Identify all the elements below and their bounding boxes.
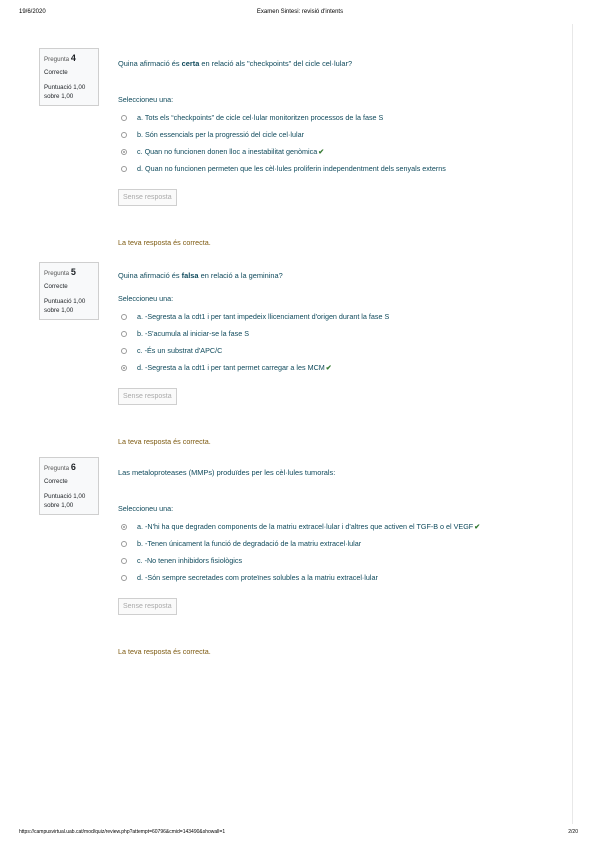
question-label: Pregunta — [44, 270, 70, 277]
answer-option[interactable] — [118, 160, 568, 177]
print-footer — [0, 829, 600, 839]
answer-option[interactable] — [118, 518, 568, 535]
radio-icon[interactable] — [121, 558, 127, 564]
answer-option[interactable] — [118, 569, 568, 586]
question-label: Pregunta — [44, 56, 70, 63]
answer-option[interactable] — [118, 552, 568, 569]
answer-label: c. -No tenen inhibidors fisiològics — [137, 556, 243, 565]
grade-line1: Puntuació 1,00 — [44, 493, 86, 500]
question-text-part: Quina afirmació és — [118, 59, 182, 68]
radio-icon[interactable] — [121, 314, 127, 320]
radio-icon[interactable] — [121, 115, 127, 121]
answer-label: b. -S'acumula al iniciar-se la fase S — [137, 329, 250, 338]
grade-line2: sobre 1,00 — [44, 502, 74, 509]
check-icon: ✔ — [325, 363, 332, 372]
question-content — [118, 48, 568, 247]
radio-selected-icon[interactable] — [121, 524, 127, 530]
grade-line2: sobre 1,00 — [44, 307, 74, 314]
question-number: 6 — [70, 462, 76, 472]
answer-label: a. -Segresta a la cdt1 i per tant impedeix llicenciament d'origen durant la fase S — [137, 312, 390, 321]
answer-label: b. -Tenen únicament la funció de degradació de la matriu extracel·lular — [137, 539, 362, 548]
answer-option[interactable] — [118, 126, 568, 143]
answer-list — [118, 308, 568, 376]
grade-line2: sobre 1,00 — [44, 93, 74, 100]
question-state: Correcte — [44, 478, 68, 485]
answer-label: c. -És un substrat d'APC/C — [137, 346, 223, 355]
question-content — [118, 457, 568, 656]
feedback-text: La teva resposta és correcta. — [118, 238, 211, 247]
question-text-part: Quina afirmació és — [118, 271, 182, 280]
question-text — [118, 270, 568, 281]
answer-option[interactable] — [118, 308, 568, 325]
answer-option[interactable] — [118, 342, 568, 359]
radio-icon[interactable] — [121, 541, 127, 547]
answer-option[interactable] — [118, 143, 568, 160]
print-title: Examen Sintesi: revisió d'intents — [256, 9, 344, 15]
grade-line1: Puntuació 1,00 — [44, 84, 86, 91]
check-icon: ✔ — [318, 147, 325, 156]
question-text-part: en relació als "checkpoints" del cicle cel·lular? — [199, 59, 353, 68]
answer-option[interactable] — [118, 109, 568, 126]
check-icon: ✔ — [474, 522, 481, 531]
feedback-text: La teva resposta és correcta. — [118, 647, 211, 656]
answer-prompt: Seleccioneu una: — [118, 294, 174, 303]
question-text-emphasis: certa — [181, 59, 200, 68]
answer-option[interactable] — [118, 535, 568, 552]
grade-line1: Puntuació 1,00 — [44, 298, 86, 305]
answer-label: d. Quan no funcionen permeten que les cèl·lules proliferin independentment dels senyals externs — [137, 164, 446, 173]
question-text — [118, 467, 568, 478]
radio-selected-icon[interactable] — [121, 149, 127, 155]
question-state: Correcte — [44, 69, 68, 76]
answer-label: d. -Són sempre secretades com proteïnes solubles a la matriu extracel·lular — [137, 573, 378, 582]
answer-prompt: Seleccioneu una: — [118, 95, 174, 104]
answer-label: d. -Segresta a la cdt1 i per tant permet carregar a les MCM — [137, 363, 325, 372]
answer-list — [118, 518, 568, 586]
print-date: 19/6/2020 — [19, 9, 46, 15]
page-number: 2/20 — [568, 829, 578, 835]
print-url: https://campusvirtual.uab.cat/mod/quiz/review.php?attempt=60796&cmid=143490&showall=1 — [19, 829, 226, 835]
question-text-emphasis: falsa — [181, 271, 199, 280]
question-label: Pregunta — [44, 465, 70, 472]
question-grade — [44, 492, 94, 510]
question-text — [118, 58, 568, 69]
answer-label: a. Tots els “checkpoints” de cicle cel·lular monitoritzen processos de la fase S — [137, 113, 384, 122]
page-right-border — [572, 24, 573, 824]
feedback-text: La teva resposta és correcta. — [118, 437, 211, 446]
answer-prompt: Seleccioneu una: — [118, 504, 174, 513]
answer-label: b. Són essencials per la progressió del cicle cel·lular — [137, 130, 304, 139]
no-answer-button[interactable]: Sense resposta — [118, 388, 177, 405]
answer-option[interactable] — [118, 359, 568, 376]
radio-icon[interactable] — [121, 331, 127, 337]
print-header — [0, 9, 600, 21]
radio-icon[interactable] — [121, 132, 127, 138]
no-answer-button[interactable]: Sense resposta — [118, 189, 177, 206]
radio-selected-icon[interactable] — [121, 365, 127, 371]
question-text-part: en relació a la geminina? — [198, 271, 283, 280]
answer-list — [118, 109, 568, 177]
question-info — [39, 262, 99, 320]
radio-icon[interactable] — [121, 348, 127, 354]
question-info — [39, 48, 99, 106]
question-number: 5 — [70, 267, 76, 277]
question-grade — [44, 297, 94, 315]
question-grade — [44, 83, 94, 101]
radio-icon[interactable] — [121, 166, 127, 172]
answer-label: a. -N'hi ha que degraden components de la matriu extracel·lular i d'altres que activen el TGF-B o el VEGF — [137, 522, 474, 531]
question-number: 4 — [70, 53, 76, 63]
answer-label: c. Quan no funcionen donen lloc a inestabilitat genòmica — [137, 147, 318, 156]
answer-option[interactable] — [118, 325, 568, 342]
radio-icon[interactable] — [121, 575, 127, 581]
question-text-part: Las metaloproteases (MMPs) produïdes per les cèl·lules tumorals: — [118, 468, 336, 477]
no-answer-button[interactable]: Sense resposta — [118, 598, 177, 615]
question-content — [118, 262, 568, 446]
question-info — [39, 457, 99, 515]
question-state: Correcte — [44, 283, 68, 290]
